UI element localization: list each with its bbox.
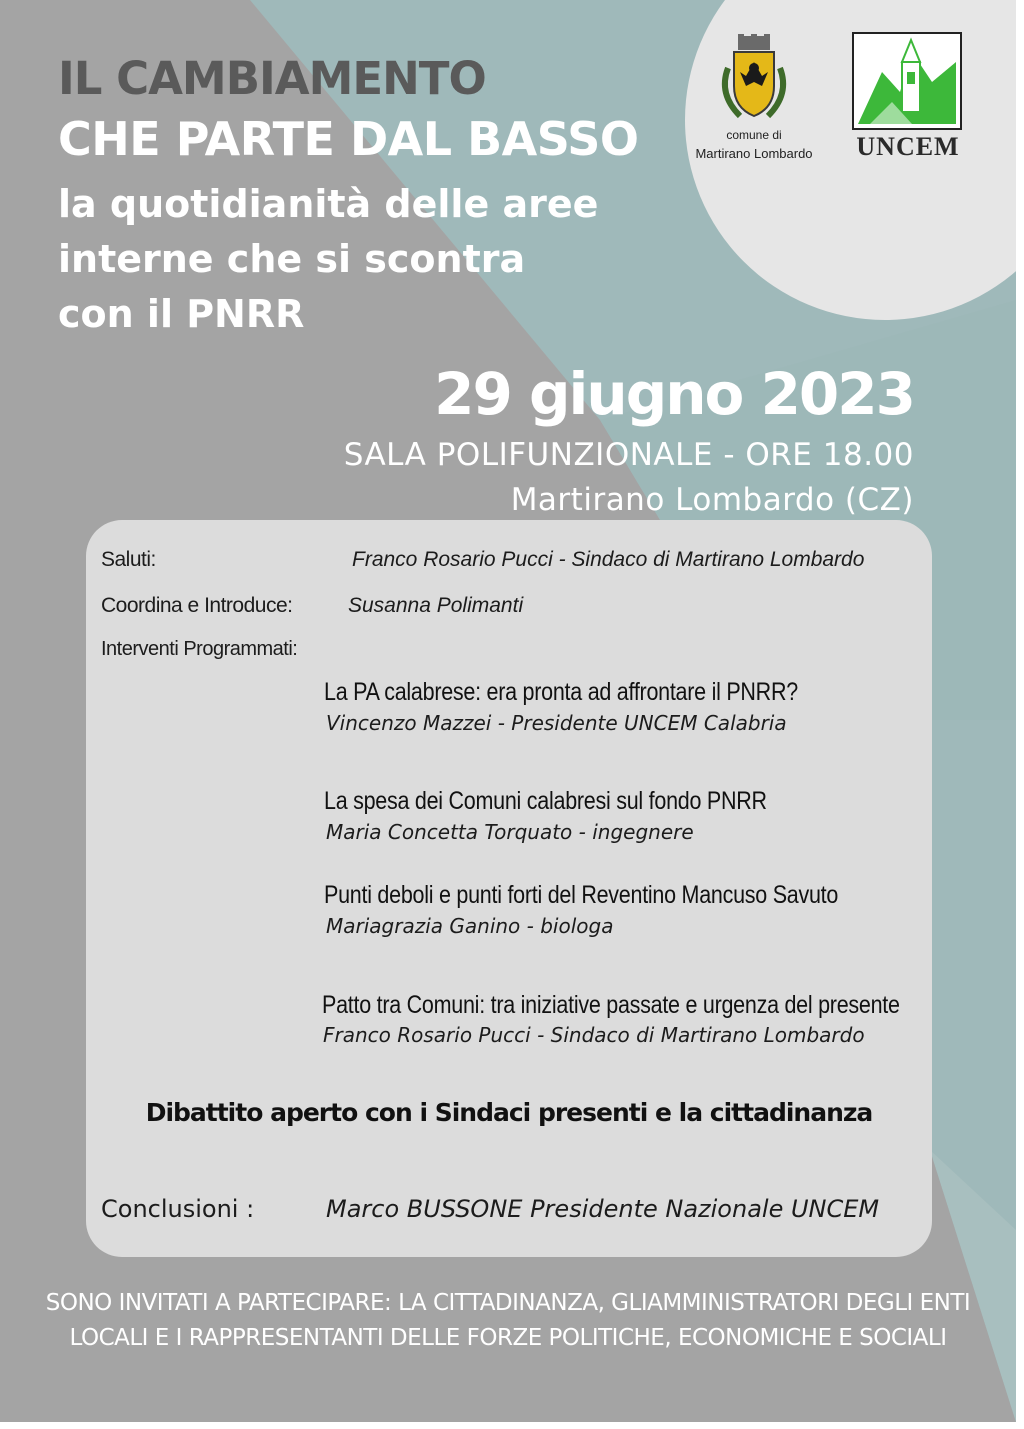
talk-title-4: Patto tra Comuni: tra iniziative passate e urgenza del presente [322, 991, 900, 1019]
talk-title-3: Punti deboli e punti forti del Reventino Mancuso Savuto [324, 881, 839, 909]
interventi-label: Interventi Programmati: [101, 638, 298, 660]
footer-line2: LOCALI E I RAPPRESENTANTI DELLE FORZE POLITICHE, ECONOMICHE E SOCIALI [69, 1325, 947, 1351]
coordina-value: Susanna Polimanti [348, 594, 524, 617]
talk-speaker-2: Maria Concetta Torquato - ingegnere [326, 820, 694, 844]
conclusioni-name: Marco BUSSONE [326, 1195, 523, 1223]
title-line2: CHE PARTE DAL BASSO [58, 112, 639, 166]
saluti-label: Saluti: [101, 548, 156, 571]
footer-line1: SONO INVITATI A PARTECIPARE: LA CITTADINANZA, GLIAMMINISTRATORI DEGLI ENTI [45, 1290, 971, 1316]
saluti-value: Franco Rosario Pucci - Sindaco di Martirano Lombardo [352, 548, 865, 571]
conclusioni-role: Presidente Nazionale UNCEM [522, 1195, 880, 1223]
talk-speaker-1: Vincenzo Mazzei - Presidente UNCEM Calabria [326, 711, 787, 735]
event-venue: SALA POLIFUNZIONALE - ORE 18.00 [343, 437, 914, 473]
event-date: 29 giugno 2023 [434, 360, 914, 428]
conclusioni-value [326, 1195, 879, 1223]
coat-of-arms-icon [688, 32, 820, 122]
program-card [86, 520, 932, 1257]
talk-speaker-4: Franco Rosario Pucci - Sindaco di Martirano Lombardo [323, 1023, 865, 1047]
talk-speaker-3: Mariagrazia Ganino - biologa [326, 914, 614, 938]
coordina-label: Coordina e Introduce: [101, 594, 293, 617]
uncem-label: UNCEM [856, 132, 960, 161]
comune-label-line1: comune di [726, 128, 782, 142]
comune-label-line2: Martirano Lombardo [695, 146, 813, 161]
mountain-church-icon [852, 32, 962, 130]
debate-line: Dibattito aperto con i Sindaci presenti e la cittadinanza [145, 1098, 873, 1127]
subtitle-line3: con il PNRR [58, 292, 305, 336]
uncem-logo [852, 32, 964, 164]
title-line1: IL CAMBIAMENTO [58, 52, 486, 105]
conclusioni-label: Conclusioni : [101, 1195, 255, 1223]
subtitle-line1: la quotidianità delle aree [58, 182, 599, 226]
talk-title-2: La spesa dei Comuni calabresi sul fondo PNRR [324, 787, 767, 815]
subtitle-line2: interne che si scontra [58, 237, 526, 281]
talk-title-1: La PA calabrese: era pronta ad affrontare il PNRR? [324, 678, 798, 706]
event-place: Martirano Lombardo (CZ) [510, 482, 914, 518]
comune-logo [688, 32, 820, 167]
